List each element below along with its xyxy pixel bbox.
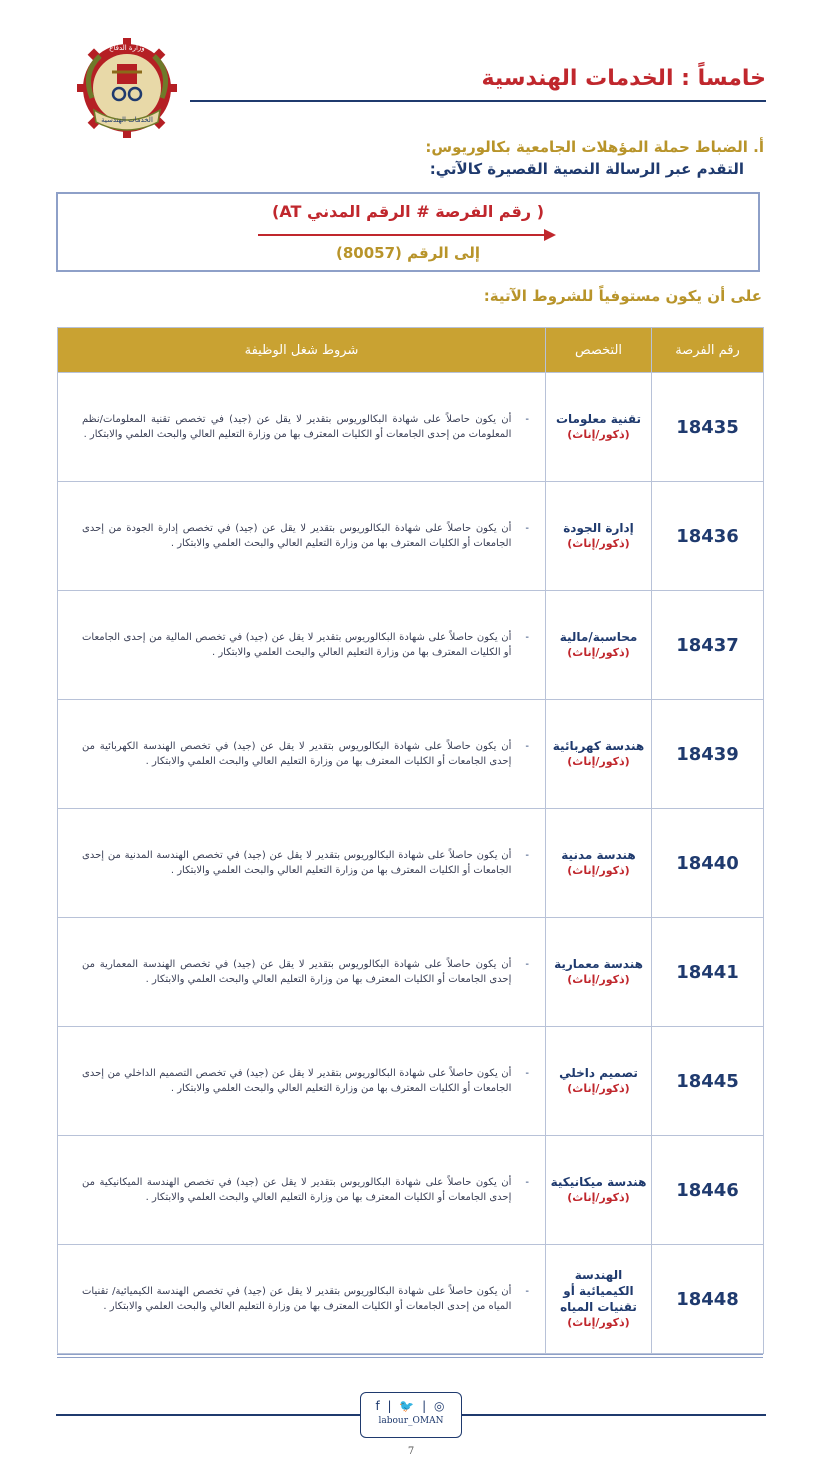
condition-text: أن يكون حاصلاً على شهادة البكالوريوس بتقدير لا يقل عن (جيد) في تخصص المالية من إحدى الجامعات أو الكليات المعترف بها من وزارة التعليم العالي والبحث العلمي والابتكار . <box>82 632 512 658</box>
opportunity-number: 18439 <box>652 700 764 809</box>
bullet-dash: - <box>525 1068 529 1079</box>
specialization-name: هندسة ميكانيكية <box>550 1175 647 1189</box>
specialization-cell <box>546 1027 652 1136</box>
engineering-services-logo <box>72 38 182 143</box>
specialization-name: محاسبة/مالية <box>559 630 638 644</box>
opportunity-number: 18437 <box>652 591 764 700</box>
table-row <box>58 482 764 591</box>
arrow-right-icon <box>544 229 556 241</box>
table-row <box>58 700 764 809</box>
specialization-cell <box>546 1245 652 1354</box>
gender-label: (ذكور/إناث) <box>567 646 630 659</box>
conditions-heading: على أن يكون مستوفياً للشروط الآتية: <box>483 287 762 305</box>
logo-top-text: وزارة الدفاع <box>109 44 145 52</box>
condition-text: أن يكون حاصلاً على شهادة البكالوريوس بتقدير لا يقل عن (جيد) في تخصص الهندسة الكيميائية/ تقنيات المياه من إحدى الجامعات أو الكليات المعترف بها من وزارة التعليم العالي والبحث العلمي والابتكار . <box>82 1286 512 1312</box>
bullet-dash: - <box>525 414 529 425</box>
specialization-name: إدارة الجودة <box>563 521 634 535</box>
sms-format-box <box>56 192 760 272</box>
table-row <box>58 809 764 918</box>
condition-text: أن يكون حاصلاً على شهادة البكالوريوس بتقدير لا يقل عن (جيد) في تخصص إدارة الجودة من إحدى الجامعات أو الكليات المعترف بها من وزارة التعليم العالي والبحث العلمي والابتكار . <box>82 523 512 549</box>
table-row <box>58 1027 764 1136</box>
table-row <box>58 1136 764 1245</box>
specialization-name: هندسة معمارية <box>554 957 643 971</box>
conditions-cell <box>58 700 546 809</box>
conditions-cell <box>58 591 546 700</box>
opportunity-number: 18448 <box>652 1245 764 1354</box>
opportunity-number: 18435 <box>652 373 764 482</box>
condition-text: أن يكون حاصلاً على شهادة البكالوريوس بتقدير لا يقل عن (جيد) في تخصص الهندسة الميكانيكية من إحدى الجامعات أو الكليات المعترف بها من وزارة التعليم العالي والبحث العلمي والابتكار . <box>82 1177 512 1203</box>
condition-text: أن يكون حاصلاً على شهادة البكالوريوس بتقدير لا يقل عن (جيد) في تخصص الهندسة المدنية من إحدى الجامعات أو الكليات المعترف بها من وزارة التعليم العالي والبحث العلمي والابتكار . <box>82 850 512 876</box>
conditions-cell <box>58 482 546 591</box>
section-a-instruction: التقدم عبر الرسالة النصية القصيرة كالآتي: <box>429 160 744 178</box>
sms-number: إلى الرقم (80057) <box>336 244 480 262</box>
conditions-cell <box>58 1136 546 1245</box>
opportunity-number: 18436 <box>652 482 764 591</box>
jobs-table-wrapper <box>57 327 763 1358</box>
condition-text: أن يكون حاصلاً على شهادة البكالوريوس بتقدير لا يقل عن (جيد) في تخصص الهندسة الكهربائية من إحدى الجامعات أو الكليات المعترف بها من وزارة التعليم العالي والبحث العلمي والابتكار . <box>82 741 512 767</box>
social-handle[interactable]: labour_OMAN <box>378 1416 444 1426</box>
condition-text: أن يكون حاصلاً على شهادة البكالوريوس بتقدير لا يقل عن (جيد) في تخصص التصميم الداخلي من إحدى الجامعات أو الكليات المعترف بها من وزارة التعليم العالي والبحث العلمي والابتكار . <box>82 1068 512 1094</box>
condition-text: أن يكون حاصلاً على شهادة البكالوريوس بتقدير لا يقل عن (جيد) في تخصص تقنية المعلومات/نظم المعلومات من إحدى الجامعات أو الكليات المعترف بها من وزارة التعليم العالي والبحث العلمي والابتكار . <box>82 414 512 440</box>
gender-label: (ذكور/إناث) <box>567 864 630 877</box>
section-title: خامساً : الخدمات الهندسية <box>481 66 766 91</box>
bullet-dash: - <box>525 850 529 861</box>
condition-text: أن يكون حاصلاً على شهادة البكالوريوس بتقدير لا يقل عن (جيد) في تخصص الهندسة المعمارية من إحدى الجامعات أو الكليات المعترف بها من وزارة التعليم العالي والبحث العلمي والابتكار . <box>82 959 512 985</box>
table-row <box>58 373 764 482</box>
opportunity-number: 18440 <box>652 809 764 918</box>
header-specialization: التخصص <box>546 328 652 373</box>
table-row <box>58 1245 764 1354</box>
gender-label: (ذكور/إناث) <box>567 428 630 441</box>
table-row <box>58 591 764 700</box>
conditions-cell <box>58 1245 546 1354</box>
specialization-name: هندسة مدنية <box>561 848 636 862</box>
gender-label: (ذكور/إناث) <box>567 973 630 986</box>
specialization-cell <box>546 591 652 700</box>
page-number: 7 <box>407 1446 415 1457</box>
sms-format-text: ( رقم الفرصة # الرقم المدني AT) <box>272 202 544 221</box>
specialization-cell <box>546 918 652 1027</box>
title-divider <box>190 100 766 102</box>
social-icons[interactable]: f | 🐦 | ◎ <box>375 1399 447 1413</box>
gender-label: (ذكور/إناث) <box>567 537 630 550</box>
specialization-name: تصميم داخلي <box>559 1066 638 1080</box>
specialization-name: الهندسة الكيميائية أو تقنيات المياه <box>560 1268 637 1314</box>
section-a <box>425 136 764 180</box>
bullet-dash: - <box>525 741 529 752</box>
header-job-conditions: شروط شغل الوظيفة <box>58 328 546 373</box>
section-a-heading: أ. الضباط حملة المؤهلات الجامعية بكالوريوس: <box>425 138 764 156</box>
header-opportunity-number: رقم الفرصة <box>652 328 764 373</box>
conditions-cell <box>58 918 546 1027</box>
table-header-row <box>58 328 764 373</box>
specialization-cell <box>546 1136 652 1245</box>
opportunity-number: 18445 <box>652 1027 764 1136</box>
bullet-dash: - <box>525 523 529 534</box>
conditions-cell <box>58 809 546 918</box>
specialization-cell <box>546 482 652 591</box>
social-badge[interactable] <box>360 1392 462 1438</box>
conditions-cell <box>58 1027 546 1136</box>
bullet-dash: - <box>525 959 529 970</box>
gender-label: (ذكور/إناث) <box>567 1316 630 1329</box>
gender-label: (ذكور/إناث) <box>567 1082 630 1095</box>
gender-label: (ذكور/إناث) <box>567 755 630 768</box>
conditions-cell <box>58 373 546 482</box>
opportunity-number: 18441 <box>652 918 764 1027</box>
bullet-dash: - <box>525 1177 529 1188</box>
bullet-dash: - <box>525 632 529 643</box>
specialization-cell <box>546 700 652 809</box>
bullet-dash: - <box>525 1286 529 1297</box>
table-row <box>58 918 764 1027</box>
jobs-table <box>57 327 764 1354</box>
arrow-line <box>258 234 548 236</box>
opportunity-number: 18446 <box>652 1136 764 1245</box>
specialization-cell <box>546 809 652 918</box>
gender-label: (ذكور/إناث) <box>567 1191 630 1204</box>
specialization-name: تقنية معلومات <box>555 412 641 426</box>
specialization-name: هندسة كهربائية <box>552 739 645 753</box>
specialization-cell <box>546 373 652 482</box>
logo-bottom-text: الخدمات الهندسية <box>101 116 153 124</box>
